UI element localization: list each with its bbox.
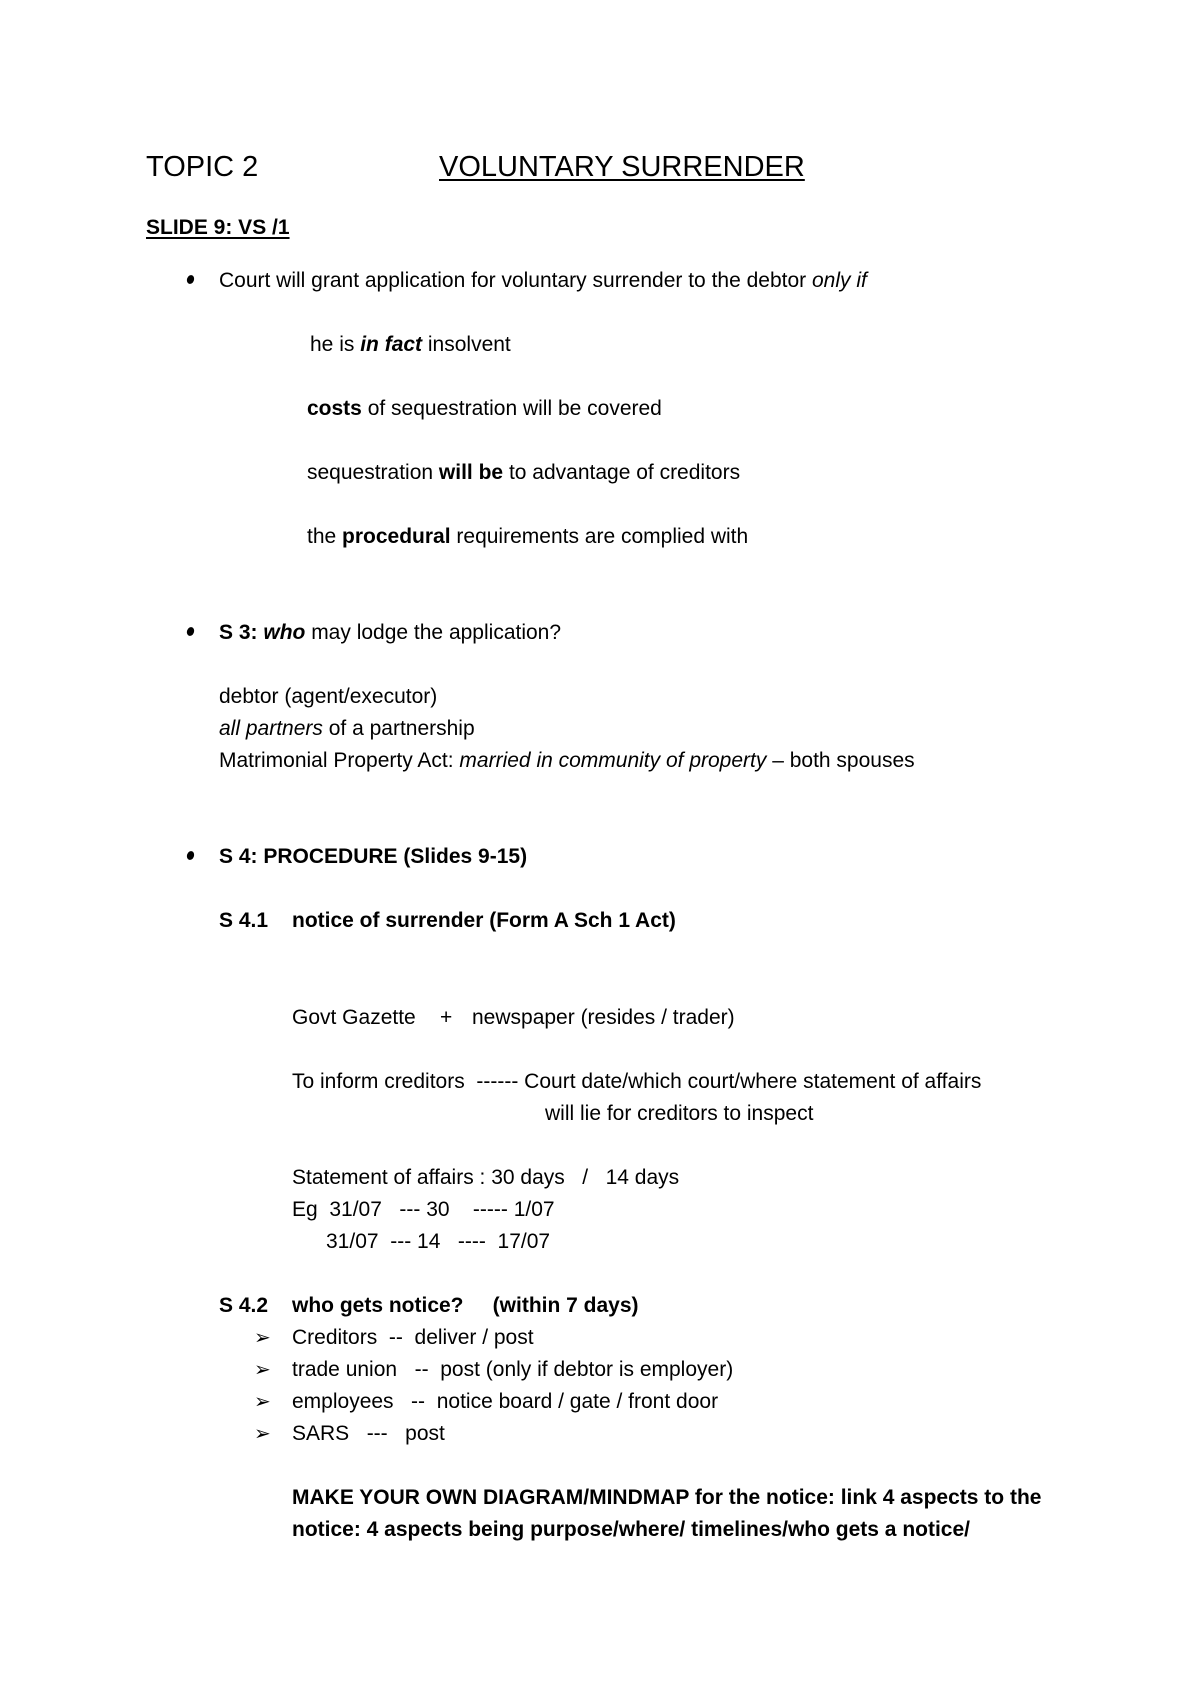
intro-emphasis: only if bbox=[811, 269, 867, 292]
newspaper-label: newspaper (resides / trader) bbox=[472, 1006, 735, 1029]
condition-emphasis: will be bbox=[438, 461, 504, 484]
task-instruction: MAKE YOUR OWN DIAGRAM/MINDMAP for the notice: link 4 aspects to the bbox=[292, 1486, 1042, 1509]
lodger-text: of a partnership bbox=[322, 717, 475, 740]
inform-line: To inform creditors ------ Court date/which court/where statement of affairs bbox=[292, 1070, 982, 1093]
s3-text: may lodge the application? bbox=[305, 621, 562, 644]
condition-text: of sequestration will be covered bbox=[361, 397, 662, 420]
statement-line: Statement of affairs : 30 days / 14 days bbox=[292, 1166, 680, 1189]
recipient-item: trade union -- post (only if debtor is employer) bbox=[292, 1358, 734, 1381]
topic-number: TOPIC 2 bbox=[146, 151, 259, 183]
bullet-icon bbox=[186, 626, 196, 637]
lodger-emphasis: married in community of property bbox=[459, 749, 767, 772]
lodger-text: – both spouses bbox=[766, 749, 915, 772]
s42-text: who gets notice? (within 7 days) bbox=[292, 1294, 639, 1317]
s3-emphasis: who bbox=[263, 621, 306, 644]
s3-label: S 3: bbox=[219, 621, 264, 644]
s41-text: notice of surrender (Form A Sch 1 Act) bbox=[292, 909, 676, 932]
condition-text: insolvent bbox=[422, 333, 511, 356]
arrow-bullet-icon: ➢ bbox=[254, 1423, 271, 1445]
lodger-item bbox=[219, 686, 437, 707]
condition-item bbox=[310, 334, 511, 355]
condition-item bbox=[307, 462, 740, 483]
arrow-bullet-icon: ➢ bbox=[254, 1391, 271, 1413]
condition-text: sequestration bbox=[307, 461, 439, 484]
intro-line bbox=[219, 270, 867, 291]
recipient-item: Creditors -- deliver / post bbox=[292, 1326, 534, 1349]
page-title: VOLUNTARY SURRENDER bbox=[439, 151, 805, 183]
condition-emphasis: costs bbox=[307, 397, 362, 420]
s41-number: S 4.1 bbox=[219, 909, 269, 932]
bullet-icon bbox=[186, 274, 196, 285]
condition-item bbox=[307, 526, 748, 547]
s42-number: S 4.2 bbox=[219, 1294, 269, 1317]
condition-emphasis: procedural bbox=[342, 525, 451, 548]
inform-line: will lie for creditors to inspect bbox=[545, 1102, 814, 1125]
condition-text: he is bbox=[310, 333, 361, 356]
bullet-icon bbox=[186, 850, 196, 861]
condition-text: to advantage of creditors bbox=[503, 461, 741, 484]
arrow-bullet-icon: ➢ bbox=[254, 1327, 271, 1349]
recipient-item: employees -- notice board / gate / front door bbox=[292, 1390, 719, 1413]
lodger-item bbox=[219, 718, 475, 739]
slide-label: SLIDE 9: VS /1 bbox=[146, 216, 290, 239]
intro-text: Court will grant application for voluntary surrender to the debtor bbox=[219, 269, 812, 292]
condition-text: the bbox=[307, 525, 343, 548]
s3-question bbox=[219, 622, 561, 643]
example-line: Eg 31/07 --- 30 ----- 1/07 bbox=[292, 1198, 555, 1221]
lodger-emphasis: all partners bbox=[219, 717, 323, 740]
arrow-bullet-icon: ➢ bbox=[254, 1359, 271, 1381]
procedure-heading: S 4: PROCEDURE (Slides 9-15) bbox=[219, 845, 528, 868]
condition-text: requirements are complied with bbox=[450, 525, 749, 548]
example-line: 31/07 --- 14 ---- 17/07 bbox=[326, 1230, 551, 1253]
lodger-item bbox=[219, 750, 915, 771]
condition-emphasis: in fact bbox=[360, 333, 423, 356]
task-instruction: notice: 4 aspects being purpose/where/ timelines/who gets a notice/ bbox=[292, 1518, 970, 1541]
gazette-label: Govt Gazette bbox=[292, 1006, 416, 1029]
recipient-item: SARS --- post bbox=[292, 1422, 445, 1445]
condition-item bbox=[307, 398, 662, 419]
lodger-text: debtor (agent/executor) bbox=[219, 685, 438, 708]
plus-sign: + bbox=[440, 1006, 453, 1029]
lodger-text: Matrimonial Property Act: bbox=[219, 749, 460, 772]
